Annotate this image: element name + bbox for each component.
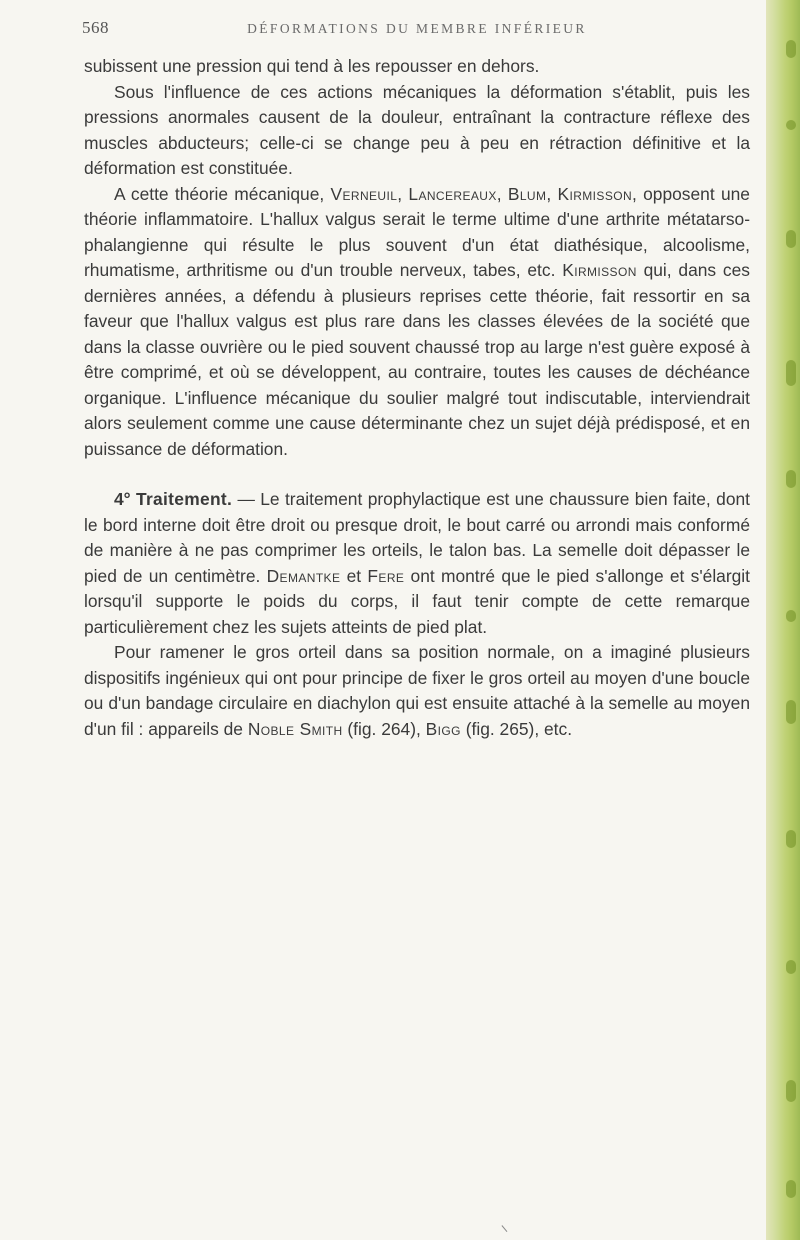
- author-name: Bigg: [425, 718, 461, 739]
- running-title: DÉFORMATIONS DU MEMBRE INFÉRIEUR: [247, 21, 587, 36]
- paragraph-mechanical-theory: Sous l'influence de ces actions mécaniques la déformation s'établit, puis les pressions anormales causent de la douleur, entraînant la contracture réflexe des muscles abducteurs; celle-ci se change peu à peu en rétraction définitive et la déformation est constituée.: [84, 81, 750, 178]
- text-fragment: ,: [397, 183, 409, 204]
- stain-spot: [786, 960, 796, 974]
- author-name: Fere: [367, 565, 405, 586]
- text-fragment: et: [340, 565, 368, 586]
- section-heading: Traitement.: [136, 489, 233, 509]
- stain-spot: [786, 40, 796, 58]
- stray-mark: [501, 1220, 513, 1232]
- text-fragment: Pour ramener le gros orteil dans sa position normale, on a imaginé plusieurs dispositifs ingénieux qui ont pour principe de fixer le gros orteil au moyen d'une boucle ou d'un bandage circulaire en diachylon qui est ensuite attaché à la semelle au moyen d'un fil : appareils de: [84, 642, 750, 739]
- page-number: 568: [82, 18, 109, 37]
- text-fragment: , opposent une théorie inflammatoire. L'hallux valgus serait le terme ultime d'une arthrite métatarso-phalangienne qui résulte le plus souvent d'un état diathésique, alcoolisme, rhumatisme, arthritisme ou d'un trouble nerveux, tabes, etc.: [84, 183, 750, 280]
- text-fragment: ,: [546, 183, 558, 204]
- author-name: Demantke: [266, 565, 341, 586]
- text-fragment: (fig. 265), etc.: [460, 718, 573, 739]
- text-fragment: — Le traitement prophylactique est une chaussure bien faite, dont le bord interne doit être droit ou presque droit, le bout carré ou arrondi mais conformé de manière à ne pas comprimer les orteils, le talon bas. La semelle doit dépasser le pied de un centimètre.: [84, 489, 750, 586]
- paragraph-inflammatory-theory: [84, 182, 750, 463]
- author-name: Noble Smith: [247, 718, 343, 739]
- section-number: 4°: [114, 489, 137, 509]
- stain-spot: [786, 360, 796, 386]
- stain-spot: [786, 700, 796, 724]
- author-name: Blum: [507, 183, 547, 204]
- stain-spot: [786, 230, 796, 248]
- text-fragment: ,: [496, 183, 508, 204]
- paragraph-devices: [84, 640, 750, 742]
- author-name: Lancereaux: [408, 183, 497, 204]
- stain-spot: [786, 830, 796, 848]
- author-name: Kirmisson: [557, 183, 633, 204]
- body-text: [84, 54, 750, 742]
- running-head: [82, 18, 742, 42]
- text-fragment: qui, dans ces dernières années, a défendu à plusieurs reprises cette théorie, fait ressortir en sa faveur que l'hallux valgus est plus rare dans les classes élevées de la société que dans la classe ouvrière ou le pied souvent chaussé trop au large n'est guère exposé à être comprimé, et où se développent, au contraire, toutes les causes de déchéance organique. L'influence mécanique du soulier malgré tout indiscutable, interviendrait alors seulement comme une cause déterminante chez un sujet déjà prédisposé, et en puissance de déformation.: [84, 260, 750, 459]
- text-fragment: ont montré que le pied s'allonge et s'élargit lorsqu'il supporte le poids du corps, il faut tenir compte de cette remarque particulièrement chez les sujets atteints de pied plat.: [84, 565, 751, 637]
- paragraph-continuation: subissent une pression qui tend à les repousser en dehors.: [84, 56, 540, 76]
- stain-spot: [786, 1080, 796, 1102]
- stain-spot: [786, 1180, 796, 1198]
- author-name: Kirmisson: [562, 260, 637, 280]
- paragraph-treatment: [84, 487, 750, 640]
- stain-spot: [786, 470, 796, 488]
- stain-spot: [786, 120, 796, 130]
- author-name: Verneuil: [330, 183, 398, 204]
- page-edge-stains: [774, 0, 796, 1240]
- section-spacer: [84, 462, 750, 487]
- stain-spot: [786, 610, 796, 622]
- text-fragment: A cette théorie mécanique,: [114, 183, 331, 204]
- text-fragment: (fig. 264),: [342, 718, 426, 739]
